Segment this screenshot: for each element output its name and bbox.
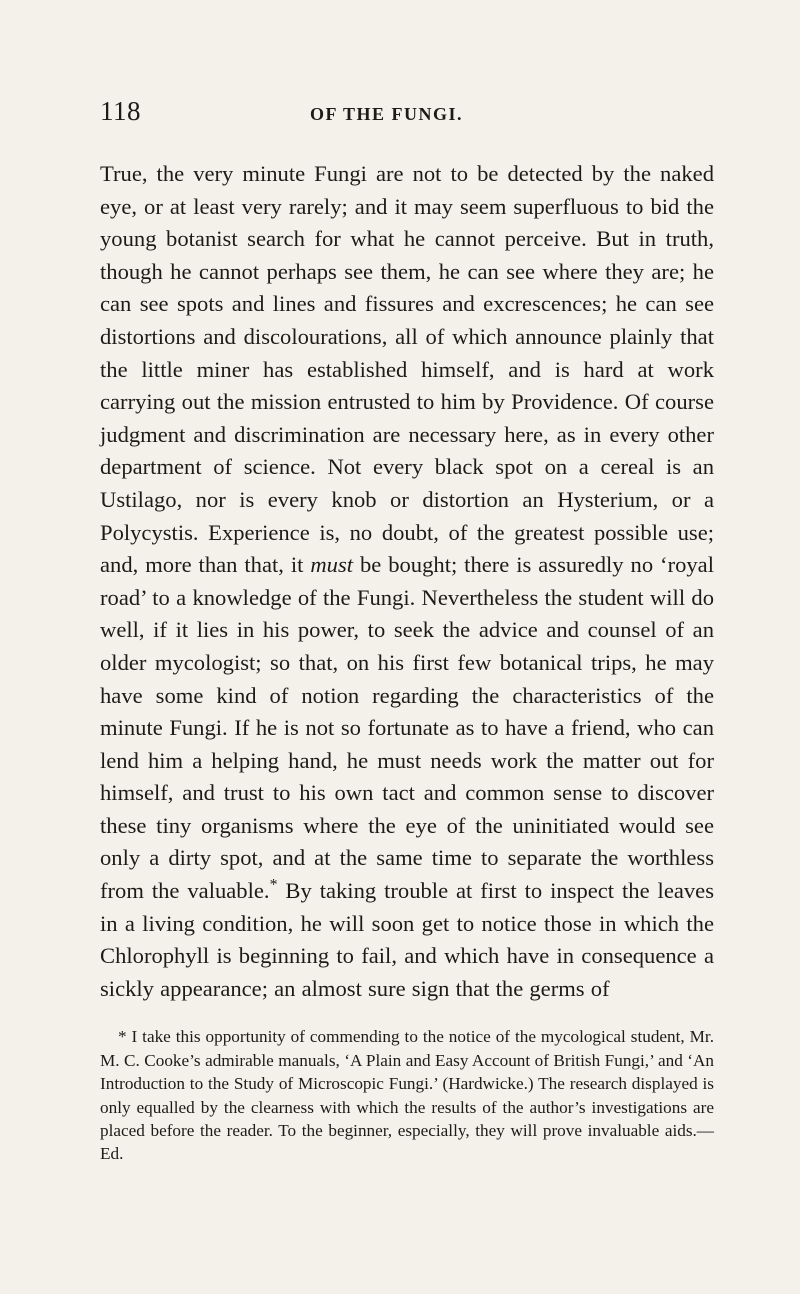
emphasized-word: must: [310, 552, 354, 578]
footnote-marker: *: [118, 1027, 127, 1047]
main-paragraph: [100, 158, 714, 1005]
footnote-reference: *: [269, 876, 278, 894]
footnote: [100, 1025, 714, 1165]
paragraph-text-part-1: True, the very minute Fungi are not to be detected by the naked eye, or at least very rarely; and it may seem superfluous to bid the young botanist search for what he cannot perceive. But in truth, though he cannot perhaps see them, he can see where they are; he can see spots and lines and fissures and excrescences; he can see distortions and discolourations, all of which announce plainly that the little miner has established himself, and is hard at work carrying out the mission entrusted to him by Providence. Of course judgment and discrimination are necessary here, as in every other department of science. Not every black spot on a cereal is an Ustilago, nor is every knob or distortion an Hysterium, or a Polycystis. Experience is, no doubt, of the greatest possible use; and, more than that, it: [100, 161, 714, 578]
paragraph-text-part-2: be bought; there is assuredly no ‘royal road’ to a knowledge of the Fungi. Nevertheless the student will do well, if it lies in his power, to seek the advice and counsel of an older mycologist; so that, on his first few botanical trips, he may have some kind of notion regarding the characteristics of the minute Fungi. If he is not so fortunate as to have a friend, who can lend him a helping hand, he must needs work the matter out for himself, and trust to his own tact and common sense to discover these tiny organisms where the eye of the uninitiated would see only a dirty spot, and at the same time to separate the worthless from the valuable.: [100, 552, 714, 904]
paragraph-text-part-3: By taking trouble at first to inspect the leaves in a living condition, he will soon get to notice those in which the Chlorophyll is beginning to fail, and which have in consequence a sickly appearance; an almost sure sign that the germs of: [100, 878, 714, 1001]
page-header: [100, 96, 714, 136]
running-head: OF THE FUNGI.: [310, 104, 464, 124]
footnote-text: I take this opportunity of commending to the notice of the mycological student, Mr. M. C. Cooke’s admirable manuals, ‘A Plain and Easy Account of British Fungi,’ and ‘An Introduction to the Study of Microscopic Fungi.’ (Hardwicke.) The research displayed is only equalled by the clearness with which the results of the author’s investigations are placed before the reader. To the beginner, especially, they will prove invaluable aids.—Ed.: [100, 1027, 714, 1164]
page-number: 118: [100, 96, 141, 126]
